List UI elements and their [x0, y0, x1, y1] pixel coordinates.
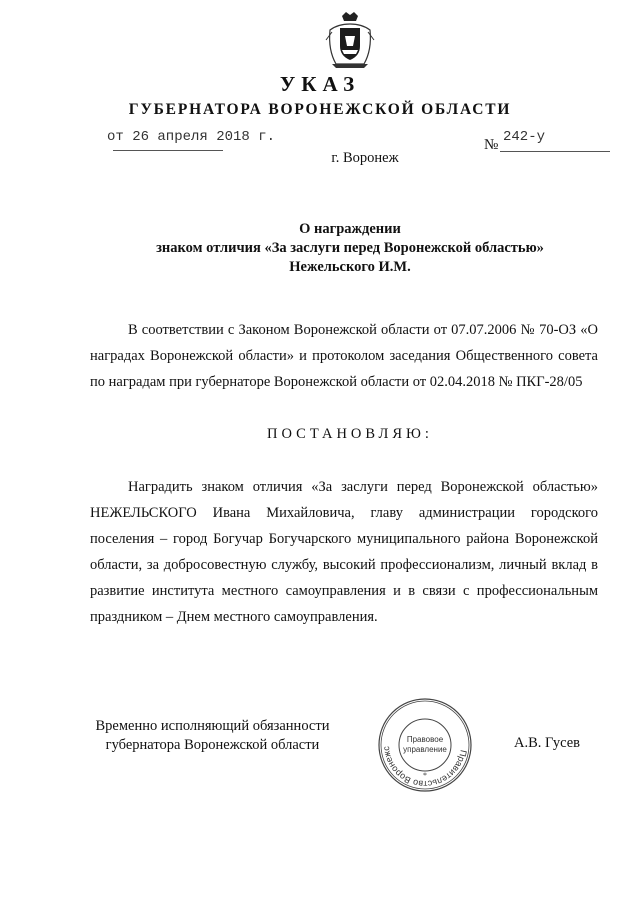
signatory-title: [90, 717, 335, 755]
preamble-text: В соответствии с Законом Воронежской области от 07.07.2006 № 70-ОЗ «О наградах Воронежской области» и протоколом заседания Общественного совета по наградам при губернаторе Воронежской области от 02.04.2018 № ПКГ-28/05: [90, 322, 598, 390]
stamp-inner-line-1: Правовое: [406, 735, 444, 744]
document-type: УКАЗ: [279, 72, 361, 96]
subject-line-3: Нежельского И.М.: [289, 259, 411, 275]
city: г. Воронеж: [331, 150, 399, 166]
stamp-star-icon: *: [423, 771, 427, 780]
coat-of-arms-icon: [322, 10, 378, 70]
decision-paragraph: [90, 474, 598, 630]
decree-subject: [0, 220, 640, 277]
preamble-paragraph: [90, 317, 598, 395]
subject-line-1: О награждении: [299, 221, 401, 237]
issuer-title: ГУБЕРНАТОРА ВОРОНЕЖСКОЙ ОБЛАСТИ: [128, 101, 512, 118]
decree-date: от 26 апреля 2018 г.: [107, 129, 276, 145]
decree-number: 242-у: [503, 129, 546, 145]
stamp-inner-line-2: управление: [403, 745, 447, 754]
official-stamp: [376, 696, 474, 794]
decision-text: Наградить знаком отличия «За заслуги перед Воронежской областью» НЕЖЕЛЬСКОГО Ивана Михайловича, главу администрации городского поселения – город Богучар Богучарского муниципального района Воронежской области, за добросовестную службу, высокий профессионализм, личный вклад в развитие института местного самоуправления и в связи с профессиональным праздником – Днем местного самоуправления.: [90, 479, 598, 625]
signatory-title-line-1: Временно исполняющий обязанности: [95, 718, 330, 734]
signatory-title-line-2: губернатора Воронежской области: [105, 737, 320, 753]
subject-line-2: знаком отличия «За заслуги перед Воронежской областью»: [156, 240, 544, 256]
resolve-heading: ПОСТАНОВЛЯЮ:: [267, 426, 433, 442]
signer-name: А.В. Гусев: [514, 735, 580, 751]
decree-number-label: №: [484, 137, 499, 153]
stamp-outer-text: Правительство Воронежс: [380, 745, 469, 790]
